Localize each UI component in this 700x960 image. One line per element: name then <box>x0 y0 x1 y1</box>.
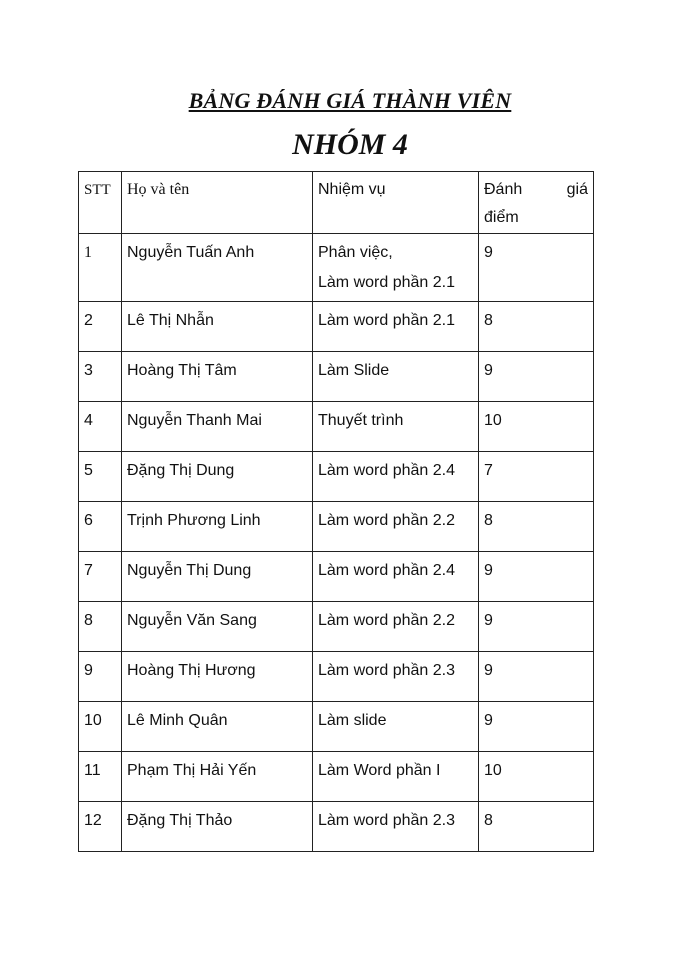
cell-task-line: Làm Word phần I <box>318 762 441 779</box>
cell-score: 9 <box>479 552 594 602</box>
cell-score: 9 <box>479 702 594 752</box>
cell-name: Nguyễn Tuấn Anh <box>122 234 313 302</box>
cell-task <box>313 234 479 302</box>
cell-score: 8 <box>479 802 594 852</box>
cell-task <box>313 802 479 852</box>
cell-stt: 8 <box>79 602 122 652</box>
cell-task-line: Làm Slide <box>318 362 390 379</box>
cell-stt: 12 <box>79 802 122 852</box>
cell-task <box>313 402 479 452</box>
cell-name: Hoàng Thị Tâm <box>122 352 313 402</box>
cell-stt: 2 <box>79 302 122 352</box>
cell-stt: 7 <box>79 552 122 602</box>
table-row <box>79 302 594 352</box>
cell-task-line: Làm word phần 2.4 <box>318 562 455 579</box>
cell-stt: 5 <box>79 452 122 502</box>
cell-stt: 6 <box>79 502 122 552</box>
cell-task-line: Làm word phần 2.1 <box>318 312 455 329</box>
cell-task-line: Làm word phần 2.3 <box>318 662 455 679</box>
cell-task <box>313 302 479 352</box>
header-stt: STT <box>79 172 122 234</box>
cell-name: Đặng Thị Dung <box>122 452 313 502</box>
table-row <box>79 352 594 402</box>
cell-name: Phạm Thị Hải Yến <box>122 752 313 802</box>
table-row <box>79 402 594 452</box>
cell-stt: 3 <box>79 352 122 402</box>
header-score-word-2: giá <box>566 181 588 198</box>
cell-score: 9 <box>479 234 594 302</box>
cell-name: Lê Thị Nhẫn <box>122 302 313 352</box>
cell-task-line: Làm word phần 2.2 <box>318 512 455 529</box>
table-row <box>79 652 594 702</box>
cell-task <box>313 602 479 652</box>
cell-task <box>313 752 479 802</box>
cell-score: 10 <box>479 752 594 802</box>
cell-stt: 4 <box>79 402 122 452</box>
cell-name: Hoàng Thị Hương <box>122 652 313 702</box>
cell-task-line-2: Làm word phần 2.1 <box>318 274 455 291</box>
table-row <box>79 452 594 502</box>
table-header-row <box>79 172 594 234</box>
cell-task <box>313 502 479 552</box>
cell-stt: 9 <box>79 652 122 702</box>
header-score-word-3: điểm <box>484 209 519 226</box>
cell-task <box>313 652 479 702</box>
cell-task-line: Làm word phần 2.3 <box>318 812 455 829</box>
cell-task-line: Phân việc, <box>318 244 393 261</box>
cell-stt: 11 <box>79 752 122 802</box>
table-row <box>79 702 594 752</box>
table-row <box>79 752 594 802</box>
header-score <box>479 172 594 234</box>
cell-task-line: Làm slide <box>318 712 387 729</box>
cell-name: Nguyễn Thanh Mai <box>122 402 313 452</box>
header-score-word-1: Đánh <box>484 181 523 198</box>
cell-stt: 1 <box>79 234 122 302</box>
cell-stt: 10 <box>79 702 122 752</box>
member-evaluation-table <box>78 171 594 852</box>
cell-score: 9 <box>479 602 594 652</box>
cell-task <box>313 452 479 502</box>
document-title: BẢNG ĐÁNH GIÁ THÀNH VIÊN <box>188 88 512 113</box>
document-subtitle: NHÓM 4 <box>292 128 408 161</box>
cell-task-line: Thuyết trình <box>318 412 404 429</box>
table-row <box>79 502 594 552</box>
cell-score: 8 <box>479 302 594 352</box>
cell-task-line: Làm word phần 2.4 <box>318 462 455 479</box>
cell-task-line: Làm word phần 2.2 <box>318 612 455 629</box>
cell-task <box>313 552 479 602</box>
cell-score: 9 <box>479 652 594 702</box>
cell-score: 8 <box>479 502 594 552</box>
cell-score: 9 <box>479 352 594 402</box>
table-row <box>79 552 594 602</box>
cell-name: Đặng Thị Thảo <box>122 802 313 852</box>
table-row <box>79 234 594 302</box>
cell-task <box>313 702 479 752</box>
cell-name: Trịnh Phương Linh <box>122 502 313 552</box>
cell-name: Lê Minh Quân <box>122 702 313 752</box>
table-row <box>79 802 594 852</box>
header-task: Nhiệm vụ <box>313 172 479 234</box>
cell-score: 7 <box>479 452 594 502</box>
cell-score: 10 <box>479 402 594 452</box>
cell-name: Nguyễn Thị Dung <box>122 552 313 602</box>
cell-task <box>313 352 479 402</box>
cell-name: Nguyễn Văn Sang <box>122 602 313 652</box>
header-name: Họ và tên <box>122 172 313 234</box>
table-row <box>79 602 594 652</box>
